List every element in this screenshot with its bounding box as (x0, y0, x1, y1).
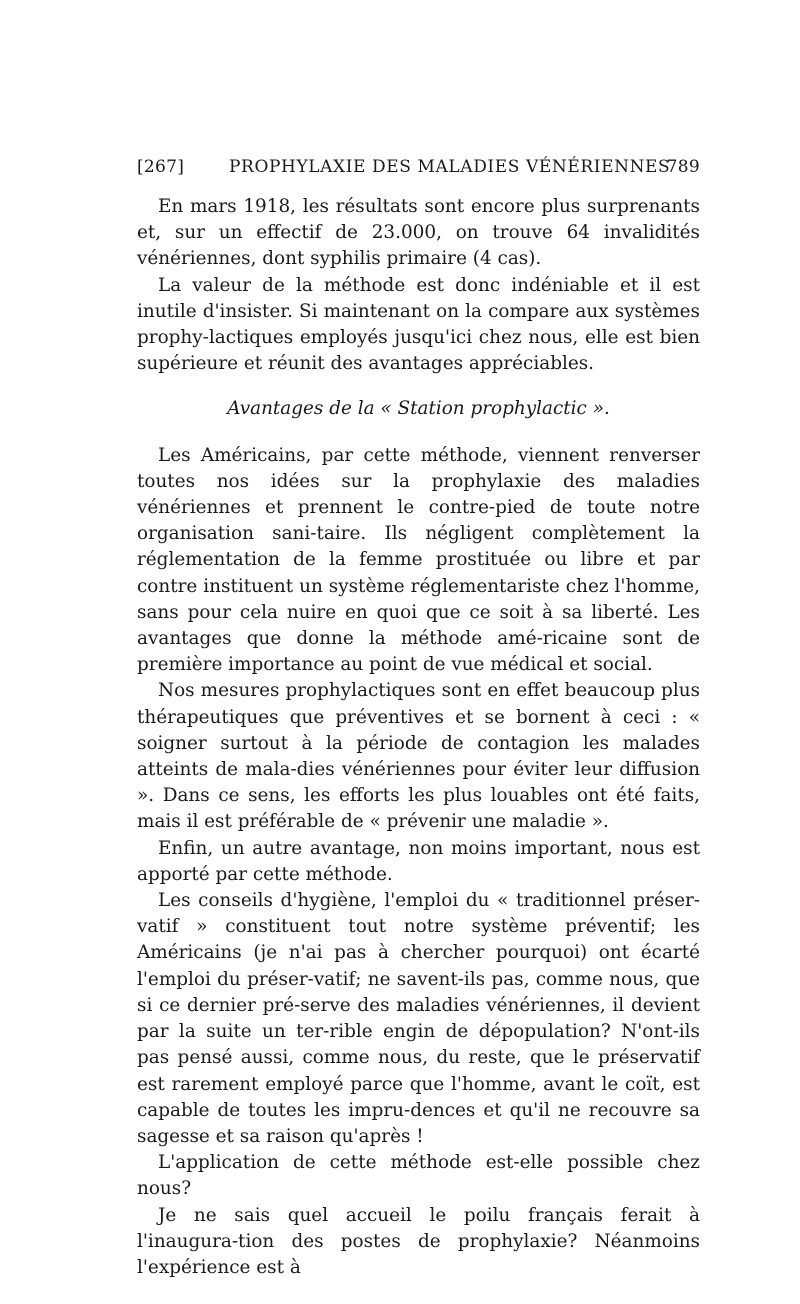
paragraph-americans: Les Américains, par cette méthode, viennent renverser toutes nos idées sur la prophylaxie des maladies vénériennes et prennent le contre-pied de toute notre organisation sani-taire. Ils négligent complètement la réglementation de la femme prostituée ou libre et par contre instituent un système réglementariste chez l'homme, sans pour cela nuire en quoi que ce soit à sa liberté. Les avantages que donne la méthode amé-ricaine sont de première importance au point de vue médical et social. (137, 444, 700, 676)
paragraph-results: En mars 1918, les résultats sont encore plus surprenants et, sur un effectif de 23.000, on trouve 64 invalidités vénériennes, dont syphilis primaire (4 cas). (137, 196, 700, 270)
section-heading: Avantages de la « Station prophylactic ». (227, 398, 610, 420)
paragraph-hygiene: Les conseils d'hygiène, l'emploi du « traditionnel préser-vatif » constituent tout notre système préventif; les Américains (je n'ai pas à chercher pourquoi) ont écarté l'emploi du préser-vatif; ne savent-ils pas, comme nous, que si ce dernier pré-serve des maladies vénériennes, il devient par la suite un ter-rible engin de dépopulation? N'ont-ils pas pensé aussi, comme nous, du reste, que le préservatif est rarement employé parce que l'homme, avant le coït, est capable de toutes les impru-dences et qu'il ne recouvre sa sagesse et sa raison qu'après ! (137, 890, 700, 1147)
section-number: [267] (137, 157, 185, 177)
paragraph-poilu: Je ne sais quel accueil le poilu français ferait à l'inaugura-tion des postes de prophylaxie? Néanmoins l'expérience est à (137, 1204, 700, 1278)
paragraph-method-value: La valeur de la méthode est donc indéniable et il est inutile d'insister. Si maintenant on la compare aux systèmes prophy-lactiques employés jusqu'ici chez nous, elle est bien supérieure et réunit des avantages appréciables. (137, 274, 700, 375)
paragraph-advantage: Enfin, un autre avantage, non moins important, nous est apporté par cette méthode. (137, 837, 700, 885)
page-number: 789 (666, 157, 700, 177)
paragraph-application: L'application de cette méthode est-elle possible chez nous? (137, 1152, 700, 1200)
paragraph-measures: Nos mesures prophylactiques sont en effet beaucoup plus thérapeutiques que préventives et se bornent à ceci : « soigner surtout à la période de contagion les malades atteints de mala-dies vénériennes pour éviter leur diffusion ». Dans ce sens, les efforts les plus louables ont été faits, mais il est préférable de « prévenir une maladie ». (137, 680, 700, 833)
running-title: PROPHYLAXIE DES MALADIES VÉNÉRIENNES (229, 157, 671, 177)
running-header (137, 157, 700, 183)
body-text (137, 194, 700, 1281)
